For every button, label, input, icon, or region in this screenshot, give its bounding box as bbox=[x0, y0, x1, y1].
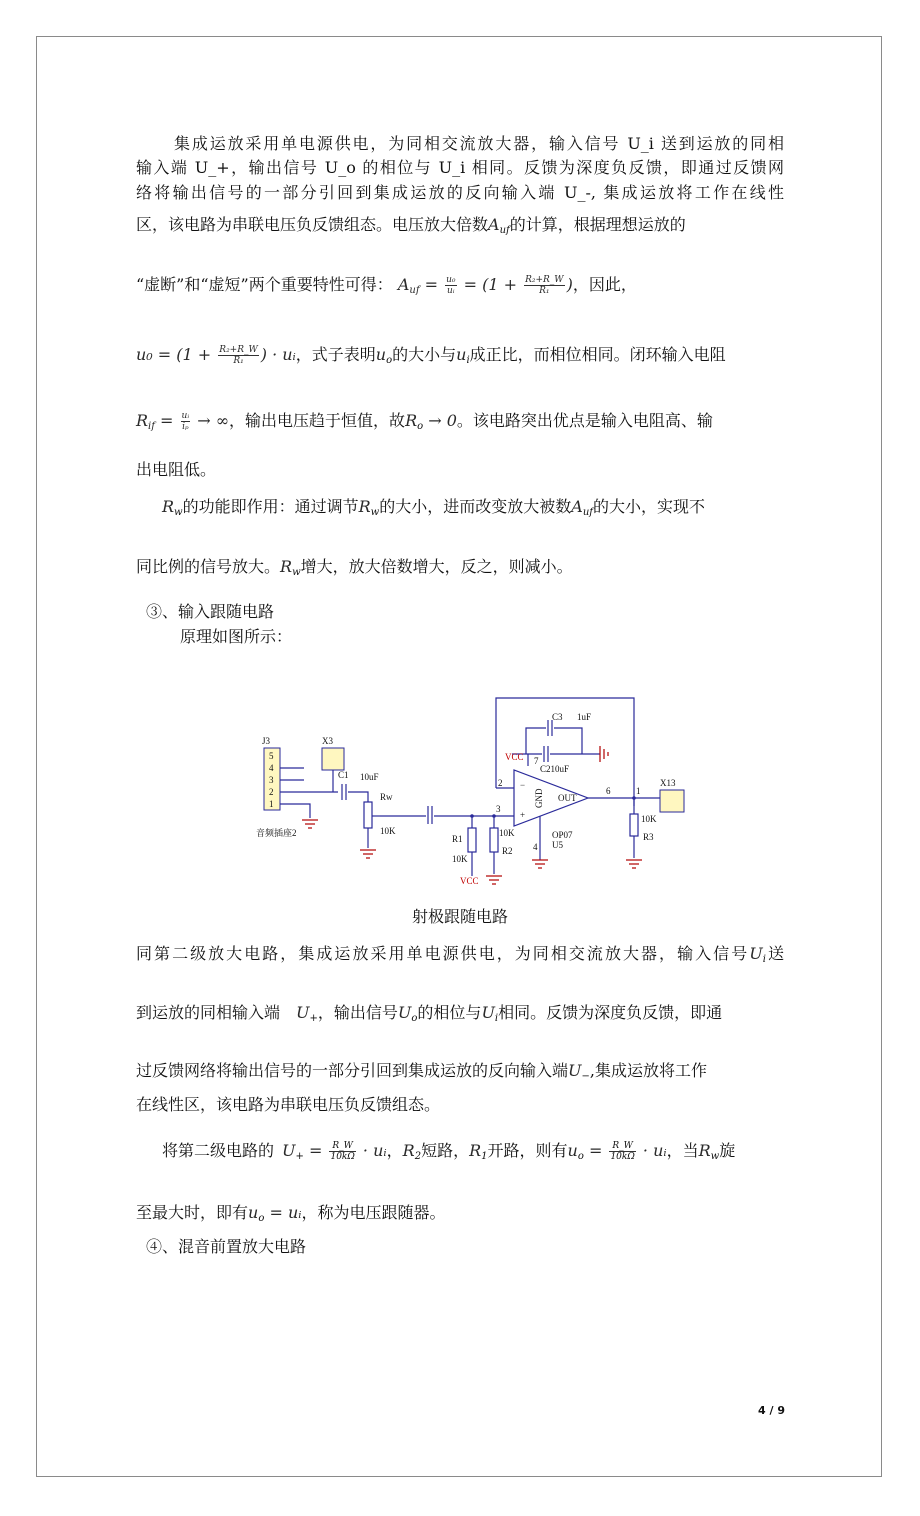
section3-heading: ③、输入跟随电路 bbox=[146, 602, 275, 621]
j3-pin3: 3 bbox=[269, 775, 274, 785]
pin2-label: 2 bbox=[498, 778, 503, 788]
p1-line3: 络将输出信号的一部分引回到集成运放的反向输入端 U_-, 集成运放将工作在线性 bbox=[136, 183, 784, 202]
rw-body bbox=[364, 802, 372, 828]
c3-value: 1uF bbox=[577, 712, 592, 722]
r1-label: R1 bbox=[452, 834, 463, 844]
j3-pin1: 1 bbox=[269, 799, 274, 809]
j3-pin4: 4 bbox=[269, 763, 274, 773]
r1-body bbox=[468, 828, 476, 852]
formula-rif: $R_{if}$ = $\frac{\text{uᵢ}}{\text{iₚ}}$ → ∞ bbox=[136, 411, 230, 432]
c1-wire-right bbox=[348, 792, 368, 802]
x3-terminal bbox=[322, 748, 344, 770]
p1-line6: u₀ = (1 + $\frac{\text{R₂+R\_W}}{\text{R₁}}$ ) · uᵢ，式子表明$u_o$的大小与$u_i$成正比，而相位相同。闭环输入电阻 bbox=[136, 345, 726, 366]
page-number: 4 / 9 bbox=[758, 1404, 785, 1417]
pin3-label: 3 bbox=[496, 804, 501, 814]
rw-value: 10K bbox=[380, 826, 396, 836]
c1-value: 10uF bbox=[360, 772, 379, 782]
r2-body bbox=[490, 828, 498, 852]
opamp-out: OUT bbox=[558, 793, 577, 803]
x13-terminal bbox=[660, 790, 684, 812]
pin1-label: 1 bbox=[636, 786, 641, 796]
c3-wire-left bbox=[526, 728, 546, 754]
p1-line2: 输入端 U_+，输出信号 U_o 的相位与 U_i 相同。反馈为深度负反馈，即通过反馈网 bbox=[136, 158, 784, 177]
x3-label: X3 bbox=[322, 736, 333, 746]
section3-intro: 原理如图所示： bbox=[180, 627, 293, 646]
vcc-top-label: VCC bbox=[505, 752, 524, 762]
rw-label: Rw bbox=[380, 792, 393, 802]
p1-line1: 集成运放采用单电源供电，为同相交流放大器，输入信号 U_i 送到运放的同相 bbox=[174, 134, 784, 153]
p3-line4: 在线性区，该电路为串联电压负反馈组态。 bbox=[136, 1095, 441, 1114]
j3-label: J3 bbox=[262, 736, 271, 746]
opamp-plus: + bbox=[520, 810, 526, 820]
p2-line1: $R_w$的功能即作用：通过调节$R_w$的大小，进而改变放大被数$A_{uf}$的大小，实现不 bbox=[162, 497, 705, 518]
r2-value: 10K bbox=[499, 828, 515, 838]
formula-auf: $A_{uf}$ = $\frac{\text{u₀}}{\text{uᵢ}}$ = (1 + $\frac{\text{R₂+R\_W}}{\text{R₁}}$ ) bbox=[397, 275, 573, 296]
p3-line2: 到运放的同相输入端 $U_+$，输出信号$U_o$的相位与$U_i$相同。反馈为深度负反馈，即通 bbox=[136, 1003, 723, 1024]
j3-pin2: 2 bbox=[269, 787, 274, 797]
p3-line1: 同第二级放大电路，集成运放采用单电源供电，为同相交流放大器，输入信号$U_i$送 bbox=[136, 944, 784, 965]
pin4-label: 4 bbox=[533, 842, 538, 852]
section4-heading: ④、混音前置放大电路 bbox=[146, 1237, 307, 1256]
pin6-label: 6 bbox=[606, 786, 611, 796]
p1-line5: “虚断”和“虚短”两个重要特性可得： $A_{uf}$ = $\frac{\text{u₀}}{\text{uᵢ}}$ = (1 + $\frac{\text{R₂+R\_W}}{\text{R₁}}$ )，因此， bbox=[136, 275, 637, 296]
opamp-name: OP07 bbox=[552, 830, 573, 840]
c2-label: C210uF bbox=[540, 764, 570, 774]
c3-wire-right bbox=[554, 728, 582, 754]
r3-body bbox=[630, 814, 638, 836]
j3-pin5: 5 bbox=[269, 751, 274, 761]
circuit-caption: 射极跟随电路 bbox=[411, 907, 508, 926]
opamp-u5: U5 bbox=[552, 840, 563, 850]
p1-line7: $R_{if}$ = $\frac{\text{uᵢ}}{\text{iₚ}}$ → ∞，输出电压趋于恒值，故$R_o \to 0$。该电路突出优点是输入电阻高、输 bbox=[136, 411, 713, 432]
r3-value: 10K bbox=[641, 814, 657, 824]
p1-line4: 区，该电路为串联电压负反馈组态。电压放大倍数$A_{uf}$的计算，根据理想运放的 bbox=[136, 215, 686, 236]
opamp-gnd: GND bbox=[534, 788, 544, 808]
emitter-follower-circuit bbox=[250, 690, 690, 890]
c3-label: C3 bbox=[552, 712, 563, 722]
formula-u0: u₀ = (1 + $\frac{\text{R₂+R\_W}}{\text{R₁}}$ ) · uᵢ bbox=[136, 345, 296, 366]
p3-line3: 过反馈网络将输出信号的一部分引回到集成运放的反向输入端$U_-$,集成运放将工作 bbox=[136, 1061, 707, 1082]
r1-value: 10K bbox=[452, 854, 468, 864]
p4-line2: 至最大时，即有$u_o$ = uᵢ，称为电压跟随器。 bbox=[136, 1203, 446, 1224]
opamp-minus: − bbox=[520, 780, 526, 790]
p4-line1: 将第二级电路的 $U_+$ = $\frac{R\_W}{10k\Omega}$ · uᵢ，$R_2$短路，$R_1$开路，则有$u_o$ = $\frac{R\_W}{10k\Omega}$ · uᵢ，当$R_w$旋 bbox=[162, 1141, 736, 1162]
r3-label: R3 bbox=[643, 832, 654, 842]
pin7-label: 7 bbox=[534, 756, 539, 766]
x13-label: X13 bbox=[660, 778, 676, 788]
p1-line8: 出电阻低。 bbox=[136, 460, 217, 479]
r2-label: R2 bbox=[502, 846, 513, 856]
opamp-body bbox=[514, 770, 588, 826]
audio-socket-label: 音频插座2 bbox=[256, 828, 297, 838]
p2-line2: 同比例的信号放大。$R_w$增大，放大倍数增大，反之，则减小。 bbox=[136, 557, 573, 578]
c1-label: C1 bbox=[338, 770, 349, 780]
vcc-bottom-label: VCC bbox=[460, 876, 479, 886]
j3-lead1 bbox=[280, 804, 310, 818]
